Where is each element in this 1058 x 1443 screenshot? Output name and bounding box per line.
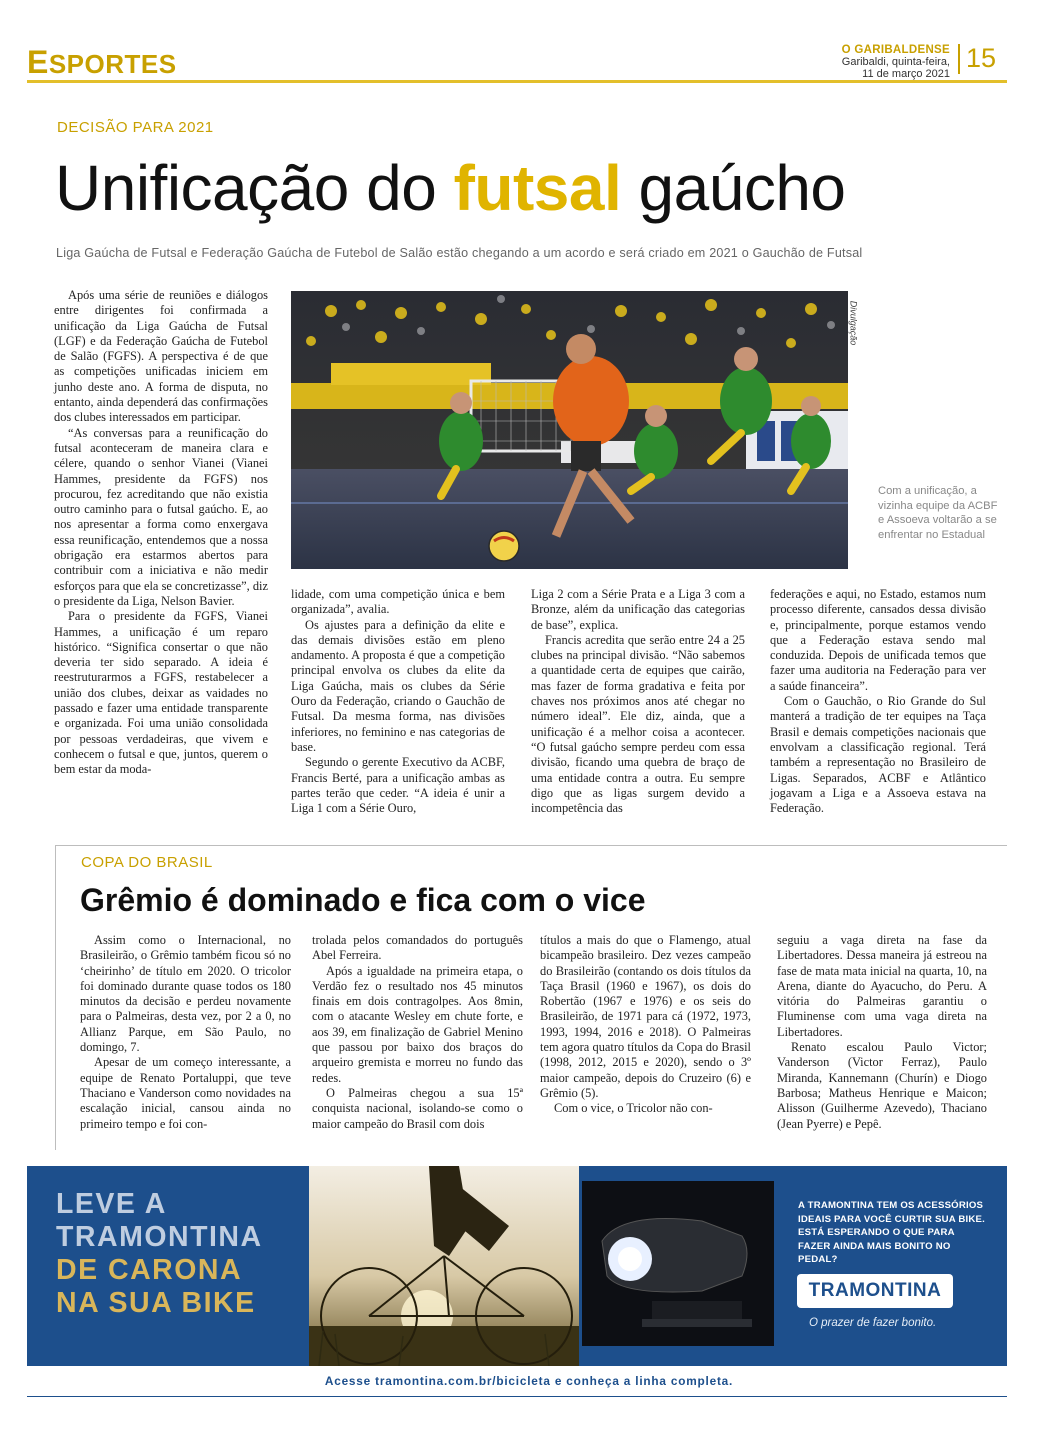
edition-date: 11 de março 2021 [862, 68, 950, 80]
article2-column-2 [312, 933, 523, 1132]
paragraph: títulos a mais do que o Flamengo, atual bicampeão brasileiro. Dez vezes campeão do Brasileirão (contando os dois títulos da Taça Brasil (1960 e 1967), os dois do Robertão (1967 e 1976) e os seis do Brasileirão, de 1971 para cá (1972, 1973, 1993, 1994, 2016 e 2018). O Palmeiras tem agora quatro títulos da Copa do Brasil (1998, 2012, 2015 e 2020), sendo o 3º maior campeão, depois do Cruzeiro (6) e Grêmio (5). [540, 933, 751, 1100]
section-label-rest: SPORTES [48, 49, 177, 79]
paragraph: O Palmeiras chegou a sua 15ª conquista nacional, isolando-se como o maior campeão do Brasil com dois [312, 1085, 523, 1131]
paragraph: Após a igualdade na primeira etapa, o Verdão fez o resultado nos 45 minutos finais em dois contragolpes. Aos 8min, com o atacante Wesley em chute forte, e aos 39, em finalização de Gabriel Menino que passou por baixo dos braços do arqueiro gremista e morreu no fundo das redes. [312, 963, 523, 1085]
article1-kicker: DECISÃO PARA 2021 [57, 119, 214, 136]
article2-column-1 [80, 933, 291, 1132]
article1-column-4 [770, 587, 986, 816]
photo-credit: Divulgação [848, 300, 859, 346]
ad-title-line: DE CARONA [56, 1254, 243, 1286]
article2-column-4 [777, 933, 987, 1132]
headline-part-2: gaúcho [621, 152, 846, 224]
bike-light-image [582, 1181, 774, 1346]
paragraph: Para o presidente da FGFS, Vianei Hammes, a unificação é um reparo histórico. “Significa consertar o que não deveria ter sido separado. A ideia é reestruturarmos a FGFS, restabelecer a união dos clubes, deixar as vaidades no passado e fazer uma entidade transparente e organizada. Foi uma união consolidada por pessoas verdadeiras, que vivem e conhecem o futsal e que, juntos, querem o bem estar da moda- [54, 609, 268, 777]
header-separator [958, 44, 960, 74]
ad-call-to-action[interactable]: Acesse tramontina.com.br/bicicleta e conheça a linha completa. [324, 1374, 734, 1388]
paragraph: federações e aqui, no Estado, estamos num processo diferente, cansados dessa divisão e, principalmente, porque estamos vendo que a Federação estava sendo mal conduzida. Depois de unificada temos que fazer uma auditoria na Federação para ver a saúde financeira”. [770, 587, 986, 693]
headline-part-1: Unificação do [55, 152, 454, 224]
futsal-match-image [291, 291, 848, 569]
tramontina-logo: TRAMONTINA [797, 1274, 953, 1308]
ad-text: A TRAMONTINA TEM OS ACESSÓRIOS IDEAIS PARA VOCÊ CURTIR SUA BIKE. ESTÁ ESPERANDO O QUE PARA FAZER AINDA MAIS BONITO NO PEDAL? [798, 1200, 985, 1265]
header-rule [27, 80, 1007, 83]
section-label [27, 44, 177, 81]
paragraph: Liga 2 com a Série Prata e a Liga 3 com a Bronze, além da unificação das categorias de base”, explica. [531, 587, 745, 632]
article1-column-3 [531, 587, 745, 816]
ad-title [56, 1188, 263, 1320]
futsal-photo [291, 291, 848, 569]
paragraph: Os ajustes para a definição da elite e das demais divisões estão em pleno andamento. A proposta é que a competição principal envolva os clubes da elite da Liga Gaúcha, mais os clubes da Série Ouro da Federação, criando o Gauchão de Futsal. Da mesma forma, nas divisões inferiores, no feminino e nas categorias de base. [291, 617, 505, 754]
page-number: 15 [966, 43, 997, 73]
article2-frame-left [55, 845, 56, 1150]
ad-slogan: O prazer de fazer bonito. [809, 1317, 937, 1329]
article2-headline: Grêmio é dominado e fica com o vice [80, 882, 646, 918]
article2-frame-top [55, 845, 1007, 846]
ad-title-line: NA SUA BIKE [56, 1287, 256, 1319]
photo-caption: Com a unificação, a vizinha equipe da ACBF e Assoeva voltarão a se enfrentar no Estadual [878, 485, 998, 541]
ad-title-line: TRAMONTINA [56, 1221, 263, 1253]
paragraph: Após uma série de reuniões e diálogos entre dirigentes foi confirmada a unificação da Liga Gaúcha de Futsal (LGF) e da Federação Gaúcha de Futebol de Salão (FGFS). A perspectiva é de que as competições unificadas iniciem em junho deste ano. A forma de disputa, no entanto, ainda dependerá das confirmações dos clubes interessados em participar. [54, 288, 268, 425]
paragraph: lidade, com uma competição única e bem organizada”, avalia. [291, 587, 505, 617]
article1-column-1 [54, 288, 268, 778]
article1-column-2 [291, 587, 505, 816]
ad-title-line: LEVE A [56, 1188, 167, 1220]
paragraph: Renato escalou Paulo Victor; Vanderson (Victor Ferraz), Paulo Miranda, Kannemann (Churín) e Diogo Barbosa; Matheus Henrique e Maicon; Alisson (Guilherme Azevedo), Thaciano (Jean Pyerre) e Pepê. [777, 1040, 987, 1131]
article2-kicker: COPA DO BRASIL [81, 854, 213, 871]
paragraph: “As conversas para a reunificação do futsal aconteceram de maneira clara e célere, quando o senhor Vianei (Vianei Hammes, presidente da FGFS) nos procurou, fez acreditando que não existia outro caminho para o futsal gaúcho. E, ao nos apresentar a forma como enxergava essa reunificação, entendemos que a nossa obrigação era estarmos abertos para contribuir com a iniciativa e não medir esforços para que ela se concretizasse”, diz o presidente da Liga, Nelson Bavier. [54, 425, 268, 608]
paper-name: O GARIBALDENSE [841, 44, 950, 56]
paragraph: Segundo o gerente Executivo da ACBF, Francis Berté, para a unificação ambas as partes terão que ceder. “A ideia é unir a Liga 1 com a Série Ouro, [291, 755, 505, 816]
footer-rule [27, 1396, 1007, 1397]
paragraph: Francis acredita que serão entre 24 a 25 clubes na principal divisão. “Não sabemos a quantidade certa de equipes que cairão, mas fazer de forma gradativa e feita por chaves nos próximos anos até chegar no número ideal”. Ele diz, ainda, que a unificação é a melhor coisa a acontecer. “O futsal gaúcho sempre perdeu com essa divisão, ficando uma quebra de braço de uma entidade contra a outra. Eu sempre digo que as ligas surgem devido a incompetência das [531, 632, 745, 816]
paragraph: Assim como o Internacional, no Brasileirão, o Grêmio também ficou só no ‘cheirinho’ de título em 2020. O tricolor foi dominado durante quase todos os 180 minutos da decisão e perdeu novamente para o Palmeiras, desta vez, por 2 a 0, no Allianz Parque, em São Paulo, no domingo, 7. [80, 933, 291, 1055]
paragraph: Com o vice, o Tricolor não con- [554, 1101, 713, 1116]
paragraph: Apesar de um começo interessante, a equipe de Renato Portaluppi, que teve Thaciano e Vanderson como novidades na escalação inicial, cansou ainda no primeiro tempo e foi con- [80, 1055, 291, 1131]
masthead-info [842, 44, 950, 80]
cyclist-sunset-image [309, 1166, 579, 1366]
paragraph: trolada pelos comandados do português Abel Ferreira. [312, 933, 523, 963]
paragraph: Com o Gauchão, o Rio Grande do Sul manterá a tradição de ter equipes na Taça Brasil e demais competições nacionais que envolvam a classificação regional. Terá também a representação no Brasileiro de Ligas. Separados, ACBF e Atlântico jogavam a Liga e a Assoeva estava na Federação. [770, 694, 986, 816]
article1-subhead: Liga Gaúcha de Futsal e Federação Gaúcha de Futebol de Salão estão chegando a um acordo e será criado em 2021 o Gauchão de Futsal [56, 246, 863, 260]
edition-place: Garibaldi, quinta-feira, [841, 56, 950, 68]
section-label-initial: E [27, 44, 49, 80]
paragraph: seguiu a vaga direta na fase da Libertadores. Dessa maneira já estreou na fase de mata mata inicial na quarta, 10, na Arena, diante do Ayacucho, do Peru. A vitória do Palmeiras garantiu o Fluminense com uma vaga direta na Libertadores. [777, 933, 987, 1039]
tramontina-ad[interactable] [27, 1166, 1007, 1366]
article1-headline [55, 150, 846, 226]
article2-column-3 [540, 933, 751, 1117]
headline-highlight: futsal [453, 152, 622, 224]
